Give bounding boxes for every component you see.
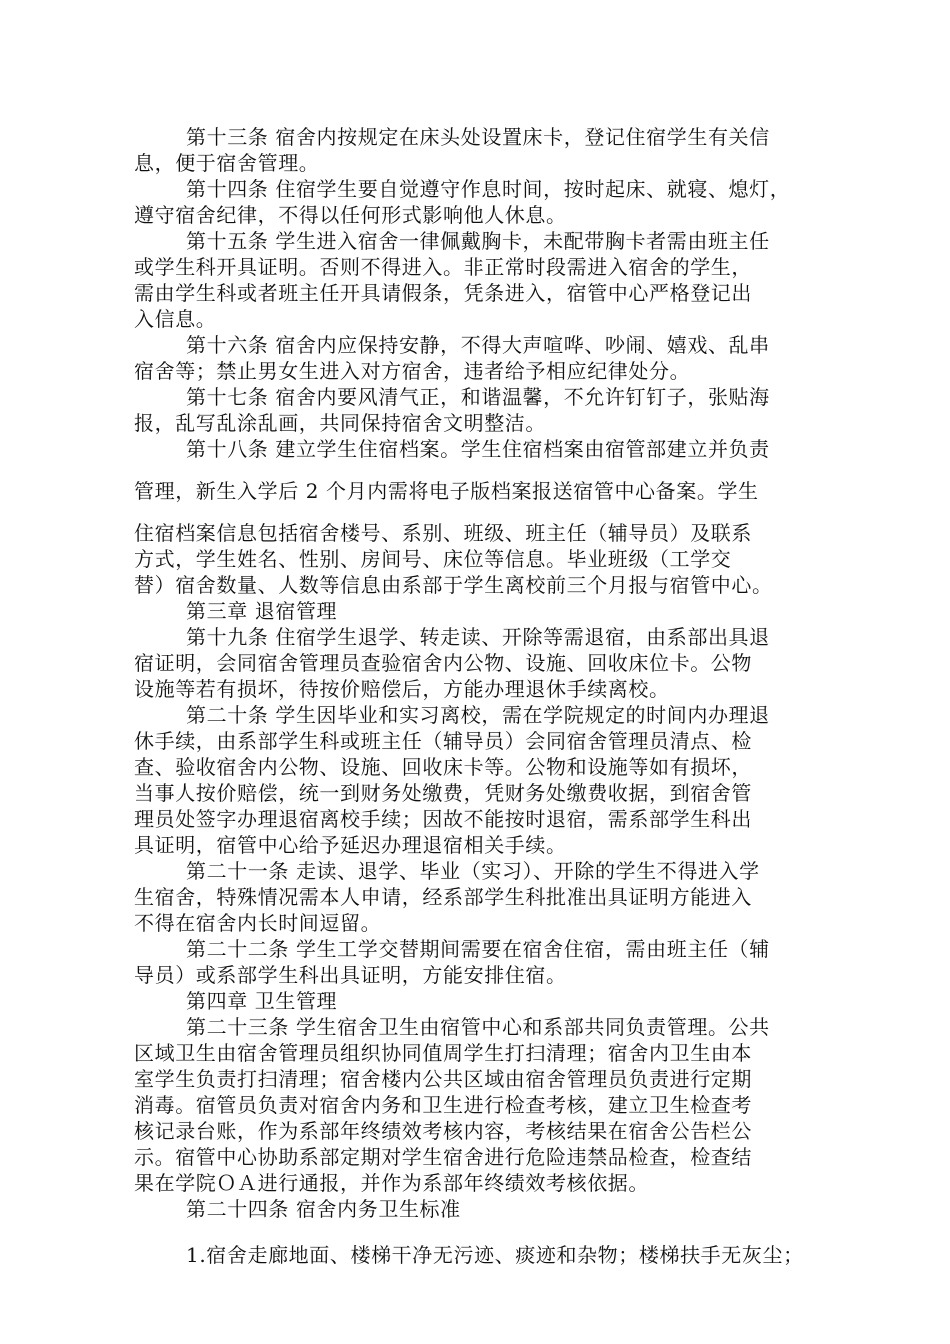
article-20-line-1: 第二十条 学生因毕业和实习离校，需在学院规定的时间内办理退: [186, 703, 770, 727]
article-21-line-2: 生宿舍，特殊情况需本人申请，经系部学生科批准出具证明方能进入: [134, 885, 752, 909]
article-18-line-3: 住宿档案信息包括宿舍楼号、系别、班级、班主任（辅导员）及联系: [134, 521, 752, 545]
article-20-line-5: 理员处签字办理退宿离校手续；因故不能按时退宿，需系部学生科出: [134, 807, 752, 831]
article-20-line-6: 具证明，宿管中心给予延迟办理退宿相关手续。: [134, 833, 567, 857]
chapter-4-heading: 第四章 卫生管理: [186, 989, 338, 1013]
document-body: [134, 124, 818, 1268]
article-15-line-3: 需由学生科或者班主任开具请假条，凭条进入，宿管中心严格登记出: [134, 281, 752, 305]
article-20-line-4: 当事人按价赔偿，统一到财务处缴费，凭财务处缴费收据，到宿舍管: [134, 781, 752, 805]
article-22-line-2: 导员）或系部学生科出具证明，方能安排住宿。: [134, 963, 567, 987]
article-15-line-4: 入信息。: [134, 307, 217, 331]
article-22-line-1: 第二十二条 学生工学交替期间需要在宿舍住宿，需由班主任（辅: [186, 937, 770, 961]
article-18-line-4: 方式，学生姓名、性别、房间号、床位等信息。毕业班级（工学交: [134, 547, 732, 571]
article-18-line-5: 替）宿舍数量、人数等信息由系部于学生离校前三个月报与宿管中心。: [134, 573, 773, 597]
chapter-3-heading: 第三章 退宿管理: [186, 599, 338, 623]
article-18-line-1: 第十八条 建立学生住宿档案。学生住宿档案由宿管部建立并负责: [186, 437, 770, 461]
article-16-line-1: 第十六条 宿舍内应保持安静，不得大声喧哗、吵闹、嬉戏、乱串: [186, 333, 770, 357]
article-13-line-2: 息，便于宿舍管理。: [134, 151, 320, 175]
article-23-line-5: 核记录台账，作为系部年终绩效考核内容，考核结果在宿舍公告栏公: [134, 1119, 752, 1143]
article-19-line-1: 第十九条 住宿学生退学、转走读、开除等需退宿，由系部出具退: [186, 625, 770, 649]
article-23-line-7: 果在学院ＯＡ进行通报，并作为系部年终绩效考核依据。: [134, 1171, 649, 1195]
article-19-line-3: 设施等若有损坏，待按价赔偿后，方能办理退休手续离校。: [134, 677, 670, 701]
article-23-line-3: 室学生负责打扫清理；宿舍楼内公共区域由宿舍管理员负责进行定期: [134, 1067, 752, 1091]
article-17-line-1: 第十七条 宿舍内要风清气正，和谐温馨，不允许钉钉子，张贴海: [186, 385, 770, 409]
article-18-line-2: 管理，新生入学后 2 个月内需将电子版档案报送宿管中心备案。学生: [134, 479, 759, 503]
article-14-line-1: 第十四条 住宿学生要自觉遵守作息时间，按时起床、就寝、熄灯，: [186, 177, 791, 201]
article-16-line-2: 宿舍等；禁止男女生进入对方宿舍，违者给予相应纪律处分。: [134, 359, 691, 383]
article-15-line-2: 或学生科开具证明。否则不得进入。非正常时段需进入宿舍的学生，: [134, 255, 752, 279]
article-23-line-6: 示。宿管中心协助系部定期对学生宿舍进行危险违禁品检查，检查结: [134, 1145, 752, 1169]
article-19-line-2: 宿证明，会同宿舍管理员查验宿舍内公物、设施、回收床位卡。公物: [134, 651, 752, 675]
article-17-line-2: 报，乱写乱涂乱画，共同保持宿舍文明整洁。: [134, 411, 546, 435]
article-20-line-3: 查、验收宿舍内公物、设施、回收床卡等。公物和设施等如有损坏，: [134, 755, 752, 779]
article-24-heading: 第二十四条 宿舍内务卫生标准: [186, 1197, 461, 1221]
article-21-line-1: 第二十一条 走读、退学、毕业（实习）、开除的学生不得进入学: [186, 859, 760, 883]
article-20-line-2: 休手续，由系部学生科或班主任（辅导员）会同宿舍管理员清点、检: [134, 729, 752, 753]
article-23-line-2: 区域卫生由宿舍管理员组织协同值周学生打扫清理；宿舍内卫生由本: [134, 1041, 752, 1065]
article-13-line-1: 第十三条 宿舍内按规定在床头处设置床卡，登记住宿学生有关信: [186, 125, 770, 149]
article-21-line-3: 不得在宿舍内长时间逗留。: [134, 911, 382, 935]
article-15-line-1: 第十五条 学生进入宿舍一律佩戴胸卡，未配带胸卡者需由班主任: [186, 229, 770, 253]
article-23-line-4: 消毒。宿管员负责对宿舍内务和卫生进行检查考核，建立卫生检查考: [134, 1093, 752, 1117]
article-14-line-2: 遵守宿舍纪律，不得以任何形式影响他人休息。: [134, 203, 567, 227]
article-23-line-1: 第二十三条 学生宿舍卫生由宿管中心和系部共同负责管理。公共: [186, 1015, 770, 1039]
hygiene-standard-item-1: 1.宿舍走廊地面、楼梯干净无污迹、痰迹和杂物；楼梯扶手无灰尘；: [186, 1243, 804, 1267]
